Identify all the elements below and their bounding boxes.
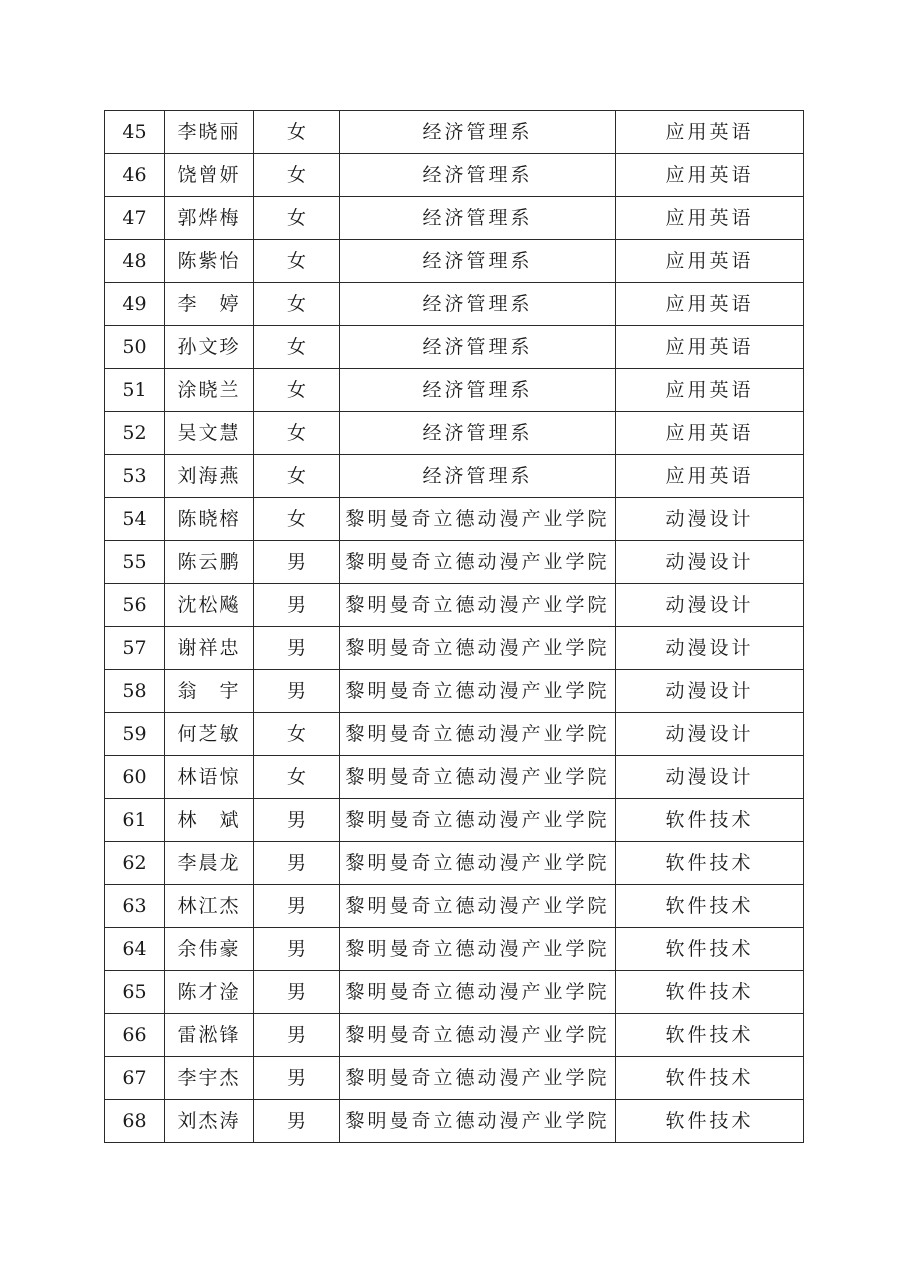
- row-number-cell: 61: [105, 799, 165, 842]
- row-number-cell: 57: [105, 627, 165, 670]
- major-cell: 应用英语: [616, 326, 804, 369]
- row-number-cell: 48: [105, 240, 165, 283]
- gender-cell: 女: [254, 713, 340, 756]
- row-number-cell: 63: [105, 885, 165, 928]
- table-row: [105, 197, 804, 240]
- gender-cell: 女: [254, 412, 340, 455]
- gender-cell: 女: [254, 326, 340, 369]
- student-name-cell: 林 斌: [165, 799, 254, 842]
- row-number-cell: 60: [105, 756, 165, 799]
- gender-cell: 男: [254, 885, 340, 928]
- department-cell: 经济管理系: [340, 326, 616, 369]
- department-cell: 经济管理系: [340, 111, 616, 154]
- department-cell: 黎明曼奇立德动漫产业学院: [340, 541, 616, 584]
- major-cell: 应用英语: [616, 154, 804, 197]
- student-name-cell: 孙文珍: [165, 326, 254, 369]
- row-number-cell: 64: [105, 928, 165, 971]
- row-number-cell: 46: [105, 154, 165, 197]
- major-cell: 应用英语: [616, 197, 804, 240]
- row-number-cell: 50: [105, 326, 165, 369]
- student-name-cell: 谢祥忠: [165, 627, 254, 670]
- department-cell: 经济管理系: [340, 197, 616, 240]
- major-cell: 动漫设计: [616, 713, 804, 756]
- gender-cell: 男: [254, 928, 340, 971]
- table-row: [105, 412, 804, 455]
- department-cell: 黎明曼奇立德动漫产业学院: [340, 928, 616, 971]
- department-cell: 黎明曼奇立德动漫产业学院: [340, 1014, 616, 1057]
- department-cell: 黎明曼奇立德动漫产业学院: [340, 498, 616, 541]
- table-row: [105, 455, 804, 498]
- table-row: [105, 584, 804, 627]
- row-number-cell: 53: [105, 455, 165, 498]
- gender-cell: 男: [254, 1100, 340, 1143]
- student-name-cell: 何芝敏: [165, 713, 254, 756]
- gender-cell: 女: [254, 240, 340, 283]
- major-cell: 软件技术: [616, 1014, 804, 1057]
- roster-body: [105, 111, 804, 1143]
- student-name-cell: 翁 宇: [165, 670, 254, 713]
- major-cell: 应用英语: [616, 283, 804, 326]
- row-number-cell: 68: [105, 1100, 165, 1143]
- student-name-cell: 陈紫怡: [165, 240, 254, 283]
- department-cell: 经济管理系: [340, 455, 616, 498]
- table-row: [105, 670, 804, 713]
- major-cell: 软件技术: [616, 842, 804, 885]
- table-row: [105, 326, 804, 369]
- department-cell: 黎明曼奇立德动漫产业学院: [340, 885, 616, 928]
- department-cell: 经济管理系: [340, 369, 616, 412]
- row-number-cell: 56: [105, 584, 165, 627]
- row-number-cell: 58: [105, 670, 165, 713]
- table-row: [105, 541, 804, 584]
- major-cell: 软件技术: [616, 885, 804, 928]
- row-number-cell: 67: [105, 1057, 165, 1100]
- table-row: [105, 1057, 804, 1100]
- department-cell: 经济管理系: [340, 412, 616, 455]
- student-roster-table: [104, 110, 804, 1143]
- gender-cell: 男: [254, 1057, 340, 1100]
- department-cell: 黎明曼奇立德动漫产业学院: [340, 756, 616, 799]
- major-cell: 应用英语: [616, 455, 804, 498]
- department-cell: 黎明曼奇立德动漫产业学院: [340, 627, 616, 670]
- major-cell: 动漫设计: [616, 756, 804, 799]
- gender-cell: 女: [254, 455, 340, 498]
- table-row: [105, 498, 804, 541]
- major-cell: 动漫设计: [616, 541, 804, 584]
- row-number-cell: 47: [105, 197, 165, 240]
- student-name-cell: 饶曾妍: [165, 154, 254, 197]
- row-number-cell: 45: [105, 111, 165, 154]
- student-name-cell: 林语惊: [165, 756, 254, 799]
- gender-cell: 女: [254, 369, 340, 412]
- gender-cell: 女: [254, 154, 340, 197]
- gender-cell: 男: [254, 971, 340, 1014]
- row-number-cell: 51: [105, 369, 165, 412]
- student-name-cell: 李晨龙: [165, 842, 254, 885]
- major-cell: 应用英语: [616, 240, 804, 283]
- major-cell: 应用英语: [616, 369, 804, 412]
- department-cell: 黎明曼奇立德动漫产业学院: [340, 584, 616, 627]
- student-name-cell: 刘海燕: [165, 455, 254, 498]
- gender-cell: 女: [254, 197, 340, 240]
- gender-cell: 男: [254, 799, 340, 842]
- student-name-cell: 李宇杰: [165, 1057, 254, 1100]
- student-name-cell: 李晓丽: [165, 111, 254, 154]
- major-cell: 软件技术: [616, 1100, 804, 1143]
- major-cell: 动漫设计: [616, 498, 804, 541]
- department-cell: 黎明曼奇立德动漫产业学院: [340, 799, 616, 842]
- major-cell: 软件技术: [616, 799, 804, 842]
- row-number-cell: 52: [105, 412, 165, 455]
- row-number-cell: 55: [105, 541, 165, 584]
- department-cell: 黎明曼奇立德动漫产业学院: [340, 1100, 616, 1143]
- row-number-cell: 49: [105, 283, 165, 326]
- major-cell: 动漫设计: [616, 670, 804, 713]
- table-row: [105, 240, 804, 283]
- gender-cell: 男: [254, 627, 340, 670]
- student-name-cell: 李 婷: [165, 283, 254, 326]
- gender-cell: 男: [254, 584, 340, 627]
- student-name-cell: 涂晓兰: [165, 369, 254, 412]
- department-cell: 黎明曼奇立德动漫产业学院: [340, 971, 616, 1014]
- row-number-cell: 62: [105, 842, 165, 885]
- student-name-cell: 余伟豪: [165, 928, 254, 971]
- row-number-cell: 59: [105, 713, 165, 756]
- department-cell: 经济管理系: [340, 283, 616, 326]
- major-cell: 软件技术: [616, 1057, 804, 1100]
- department-cell: 黎明曼奇立德动漫产业学院: [340, 670, 616, 713]
- gender-cell: 男: [254, 541, 340, 584]
- department-cell: 经济管理系: [340, 240, 616, 283]
- gender-cell: 男: [254, 1014, 340, 1057]
- gender-cell: 女: [254, 498, 340, 541]
- department-cell: 黎明曼奇立德动漫产业学院: [340, 842, 616, 885]
- student-name-cell: 陈云鹏: [165, 541, 254, 584]
- major-cell: 软件技术: [616, 928, 804, 971]
- gender-cell: 男: [254, 670, 340, 713]
- table-row: [105, 1014, 804, 1057]
- table-row: [105, 842, 804, 885]
- table-row: [105, 627, 804, 670]
- row-number-cell: 54: [105, 498, 165, 541]
- department-cell: 经济管理系: [340, 154, 616, 197]
- major-cell: 动漫设计: [616, 627, 804, 670]
- table-row: [105, 154, 804, 197]
- major-cell: 软件技术: [616, 971, 804, 1014]
- student-name-cell: 陈晓榕: [165, 498, 254, 541]
- table-row: [105, 928, 804, 971]
- gender-cell: 女: [254, 756, 340, 799]
- gender-cell: 女: [254, 111, 340, 154]
- table-row: [105, 885, 804, 928]
- student-name-cell: 沈松飚: [165, 584, 254, 627]
- student-name-cell: 雷淞锋: [165, 1014, 254, 1057]
- student-name-cell: 郭烨梅: [165, 197, 254, 240]
- table-row: [105, 283, 804, 326]
- table-row: [105, 1100, 804, 1143]
- student-name-cell: 陈才淦: [165, 971, 254, 1014]
- table-row: [105, 713, 804, 756]
- table-row: [105, 799, 804, 842]
- table-row: [105, 756, 804, 799]
- student-name-cell: 吴文慧: [165, 412, 254, 455]
- student-name-cell: 林江杰: [165, 885, 254, 928]
- student-name-cell: 刘杰涛: [165, 1100, 254, 1143]
- row-number-cell: 66: [105, 1014, 165, 1057]
- major-cell: 应用英语: [616, 412, 804, 455]
- gender-cell: 女: [254, 283, 340, 326]
- major-cell: 动漫设计: [616, 584, 804, 627]
- major-cell: 应用英语: [616, 111, 804, 154]
- department-cell: 黎明曼奇立德动漫产业学院: [340, 1057, 616, 1100]
- table-row: [105, 369, 804, 412]
- table-row: [105, 971, 804, 1014]
- department-cell: 黎明曼奇立德动漫产业学院: [340, 713, 616, 756]
- gender-cell: 男: [254, 842, 340, 885]
- row-number-cell: 65: [105, 971, 165, 1014]
- table-row: [105, 111, 804, 154]
